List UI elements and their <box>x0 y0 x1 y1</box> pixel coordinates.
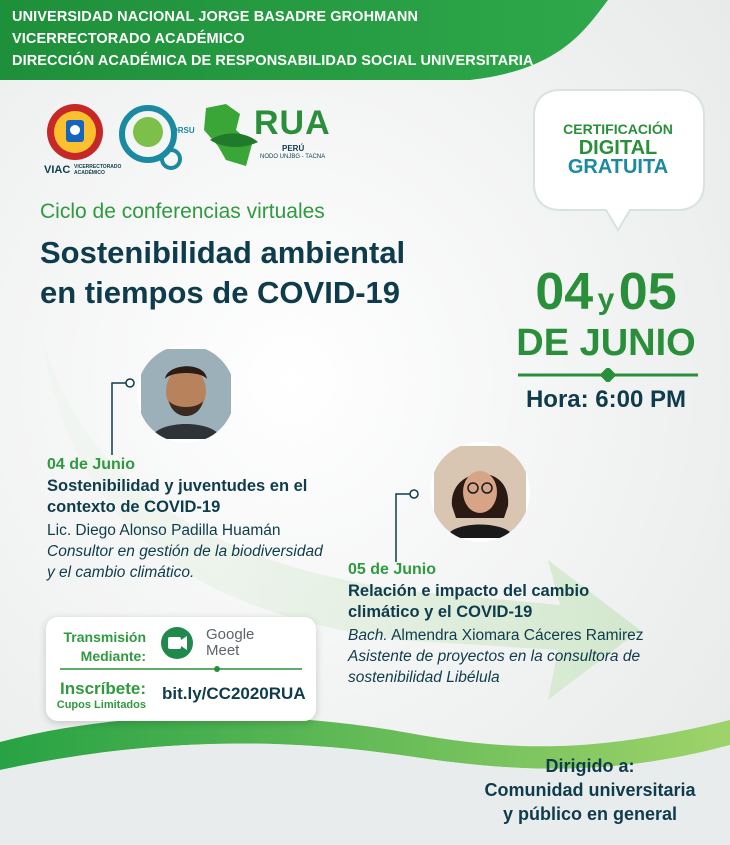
speaker1-photo <box>141 349 231 439</box>
viac-label: VIAC <box>44 164 71 176</box>
talk-title: Sostenibilidad y juventudes en el contexto de COVID-19 <box>47 477 308 516</box>
speaker1-avatar <box>137 345 235 443</box>
event-time: Hora: 6:00 PM <box>525 386 687 413</box>
date-day1: 04 <box>535 263 594 321</box>
rua-label: RUA <box>254 104 331 142</box>
directorate: DIRECCIÓN ACADÉMICA DE RESPONSABILIDAD SOCIAL UNIVERSITARIA <box>12 53 534 69</box>
speaker2-avatar <box>430 442 530 542</box>
register-label: Inscríbete: <box>60 679 146 698</box>
viac-sub: VICERRECTORADO ACADÉMICO <box>74 164 122 176</box>
rua-country: PERÚ <box>282 144 305 153</box>
university-name: UNIVERSIDAD NACIONAL JORGE BASADRE GROHMANN <box>12 9 419 25</box>
certificate-line3: GRATUITA <box>567 156 669 178</box>
card-divider <box>60 665 302 673</box>
google-meet-icon <box>160 626 196 660</box>
date-and: y <box>597 283 615 316</box>
transmission-label: Transmisión Mediante: <box>63 629 146 664</box>
audience-label: Dirigido a: <box>545 756 635 776</box>
register-note: Cupos Limitados <box>56 699 146 711</box>
date-month: DE JUNIO <box>516 322 696 364</box>
talk-date: 05 de Junio <box>348 561 437 578</box>
audience-line1: Comunidad universitaria <box>484 780 696 800</box>
event-subtitle: Ciclo de conferencias virtuales <box>40 200 325 223</box>
speaker-name: Bach. Almendra Xiomara Cáceres Ramirez <box>348 627 644 644</box>
speaker-role: Consultor en gestión de la biodiversidad y el cambio climático. <box>47 543 323 581</box>
drsu-label: DRSU <box>172 126 195 135</box>
speaker2-photo <box>434 446 526 538</box>
talk-1 <box>47 456 347 583</box>
registration-link[interactable]: bit.ly/CC2020RUA <box>162 684 306 703</box>
registration-card <box>46 617 316 721</box>
date-day2: 05 <box>618 263 677 321</box>
speaker-role: Asistente de proyectos en la consultora de sostenibilidad Libélula <box>348 648 641 686</box>
speaker-name: Lic. Diego Alonso Padilla Huamán <box>47 522 281 539</box>
talk-title: Relación e impacto del cambio climático y el COVID-19 <box>348 582 590 621</box>
event-title-line1: Sostenibilidad ambiental <box>40 235 406 270</box>
event-title-line2: en tiempos de COVID-19 <box>40 275 401 310</box>
vice-rectorate: VICERRECTORADO ACADÉMICO <box>12 31 245 47</box>
talk-date: 04 de Junio <box>47 456 136 473</box>
certificate-line1: CERTIFICACIÓN <box>563 121 673 137</box>
rua-node: NODO UNJBG - TACNA <box>260 154 326 160</box>
talk-2 <box>348 561 678 688</box>
google-meet-label[interactable]: Google Meet <box>206 626 255 659</box>
audience-line2: y público en general <box>502 804 678 824</box>
certificate-line2: DIGITAL <box>578 137 658 159</box>
